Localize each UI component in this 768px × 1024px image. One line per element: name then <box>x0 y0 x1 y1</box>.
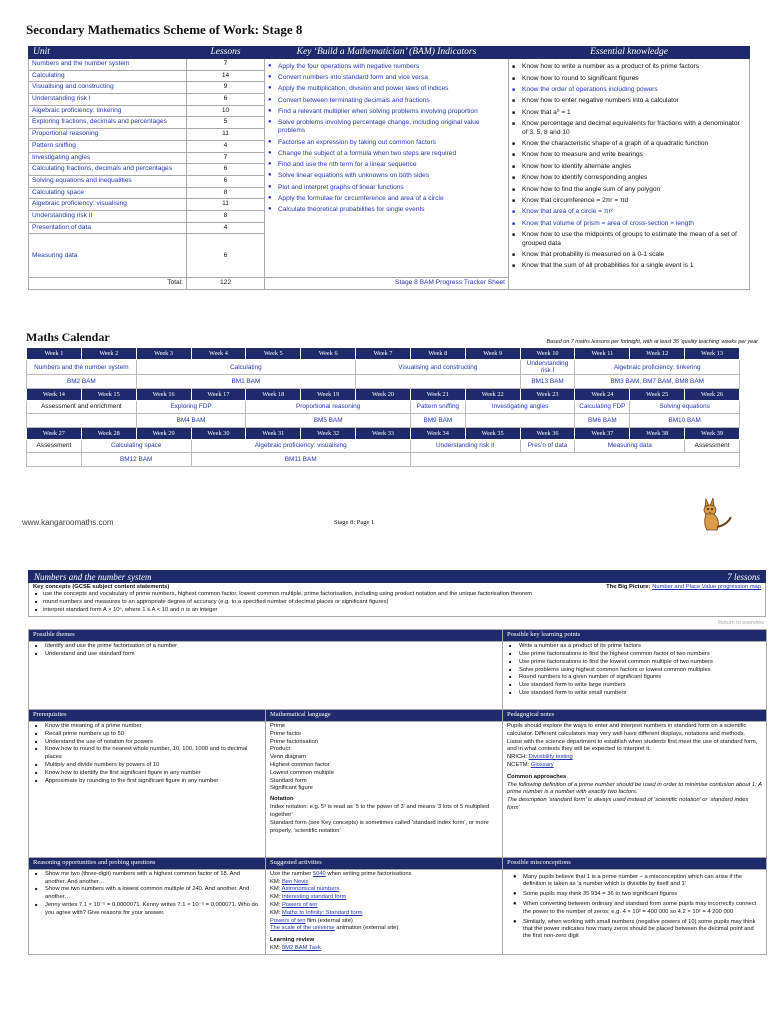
key-concept-item: ■ use the concepts and vocabulary of prime numbers, highest common factor, lowest common multiple, prime factorisation, including using product notation and the unique factorisation theorem <box>33 591 761 599</box>
klp-item: ■ Use prime factorisations to find the highest common factor of two numbers <box>507 651 762 659</box>
cal-unit[interactable]: Algebraic proficiency: visualising <box>191 439 410 453</box>
week-label: Week 17 <box>191 388 246 400</box>
cal-unit[interactable]: Exploring FDP <box>136 400 246 414</box>
bam-item: ● Find and use the nth term for a linear sequence <box>268 161 505 169</box>
footer-page-number: Stage 8: Page 1 <box>334 519 375 526</box>
essential-item: ■ Know how to identify corresponding angles <box>512 174 746 182</box>
prerequisites-header: Prerequisites <box>29 710 266 722</box>
misconception-item: ● When converting between ordinary and standard form some pupils may incorrectly connect the power to the number of zeros; e.g. 4 × 10² = 400 000 so 4.2 × 10² = 4 200 000 <box>513 901 762 915</box>
week-label: Week 22 <box>465 388 520 400</box>
cal-bam[interactable]: BM2 BAM <box>27 375 137 389</box>
learning-review-link[interactable]: 8M2 BAM Task <box>281 945 321 952</box>
common-approaches-header: Common approaches <box>507 773 567 780</box>
km-label: KM: <box>270 886 281 893</box>
unit-name[interactable]: Measuring data <box>29 234 187 278</box>
cal-bam[interactable]: BM11 BAM <box>191 453 410 467</box>
prerequisite-item: ■ Know the meaning of a prime number <box>33 723 261 731</box>
external-note: animation (external site) <box>334 925 399 932</box>
km-label: KM: <box>270 901 281 908</box>
week-label: Week 5 <box>246 348 301 360</box>
bam-indicators-cell <box>265 59 509 278</box>
cal-unit[interactable]: Numbers and the number system <box>27 360 137 375</box>
cal-unit[interactable]: Calculating <box>136 360 355 375</box>
themes-header: Possible themes <box>29 630 503 642</box>
unit-lessons: 5 <box>187 117 265 129</box>
prerequisite-item: ■ Know how to identify the first significant figure in any number <box>33 770 261 778</box>
unit-overview-table <box>28 46 750 290</box>
cal-bam-empty <box>356 375 521 389</box>
prerequisite-item: ■ Understand the use of notation for powers <box>33 739 261 747</box>
pedagogy-header: Pedagogical notes <box>503 710 767 722</box>
essential-item: ■ Know percentage and decimal equivalents for fractions with a denominator of 3, 5, 8 and 10 <box>512 120 746 136</box>
unit-lessons: 7 <box>187 152 265 164</box>
suggested-cell <box>266 869 503 954</box>
nrich-link[interactable]: Divisibility testing <box>528 754 573 761</box>
week-label: Week 30 <box>191 427 246 439</box>
unit-lessons: 8 <box>187 210 265 222</box>
week-label: Week 1 <box>27 348 82 360</box>
ncetm-link[interactable]: Glossary <box>530 762 554 769</box>
notation-text-2: Standard form (see Key concepts) is sometimes called ‘standard index form’, or more properly, ‘scientific notation’ <box>270 819 489 834</box>
bam-list <box>268 63 505 214</box>
bam-item: ● Apply the multiplication, division and power laws of indices <box>268 85 505 93</box>
language-cell <box>266 721 503 857</box>
bam-item: ● Change the subject of a formula when two steps are required <box>268 150 505 158</box>
key-concepts-sub: (GCSE subject content statements) <box>72 584 170 590</box>
unit-lessons: 6 <box>187 164 265 176</box>
unit-lessons: 6 <box>187 94 265 106</box>
ncetm-label: NCETM: <box>507 762 530 769</box>
unit-lessons: 6 <box>187 175 265 187</box>
number-link[interactable]: 5040 <box>312 870 326 877</box>
notation-text: Index notation: e.g. 5³ is read as ‘5 to the power of 3’ and means ‘3 lots of 5 multiplied together’ <box>270 804 490 818</box>
cal-bam[interactable]: BM3 BAM, BM7 BAM, BM8 BAM <box>575 375 740 389</box>
cal-unit[interactable]: Understanding risk II <box>410 439 520 453</box>
cal-unit[interactable]: Measuring data <box>575 439 685 453</box>
unit-title: Numbers and the number system <box>34 571 152 582</box>
cal-unit[interactable]: Pattern sniffing <box>410 400 465 414</box>
unit-name[interactable]: Pattern sniffing <box>29 140 187 152</box>
essential-item: ■ Know that probability is measured on a 0-1 scale <box>512 251 746 259</box>
essential-knowledge-header: Essential knowledge <box>509 47 750 59</box>
bam-item: ● Find a relevant multiplier when solving problems involving proportion <box>268 108 505 116</box>
language-term: Standard form <box>270 777 307 784</box>
bam-item: ● Convert numbers into standard form and vice versa <box>268 74 505 82</box>
unit-lessons: 7 <box>187 59 265 71</box>
unit-header: Unit <box>29 47 187 59</box>
cal-bam-empty <box>27 453 82 467</box>
week-label: Week 21 <box>410 388 465 400</box>
prerequisite-item: ■ Recall prime numbers up to 50 <box>33 731 261 739</box>
unit-name[interactable]: Proportional reasoning <box>29 129 187 141</box>
misconception-item: ● Some pupils may think 35 934 = 36 to two significant figures <box>513 891 762 898</box>
essential-item: ■ Know that the sum of all probabilities for a single event is 1 <box>512 262 746 270</box>
week-label: Week 18 <box>246 388 301 400</box>
klp-item: ■ Use prime factorisations to find the lowest common multiple of two numbers <box>507 659 762 667</box>
essential-item: ■ Know how to identify alternate angles <box>512 163 746 171</box>
essential-item: ■ Know how to round to significant figures <box>512 75 746 83</box>
bam-item: ● Apply the four operations with negative numbers <box>268 63 505 71</box>
page-title: Secondary Mathematics Scheme of Work: Stage 8 <box>26 22 303 37</box>
cal-unit[interactable]: Pres’n of data <box>520 439 575 453</box>
week-label: Week 39 <box>685 427 740 439</box>
common-approaches-text: The following definition of a prime number should be used in order to minimise confusion about 1: A prime number is a number with exactly two factors. <box>507 781 762 796</box>
external-link[interactable]: The scale of the universe <box>270 925 335 932</box>
klp-item: ■ Round numbers to a given number of significant figures <box>507 674 762 682</box>
unit-name[interactable]: Visualising and constructing <box>29 82 187 94</box>
klp-item: ■ Use standard form to write small numbers <box>507 690 762 698</box>
km-link[interactable]: Interesting standard form <box>281 894 347 901</box>
prerequisite-item: ■ Multiply and divide numbers by powers of 10 <box>33 762 261 770</box>
cal-bam-empty <box>27 414 137 428</box>
theme-item: ■ Identify and use the prime factorisation of a number <box>33 643 502 651</box>
language-term: Product <box>270 746 290 753</box>
unit-name[interactable]: Calculating space <box>29 187 187 199</box>
unit-lessons: 6 <box>187 234 265 278</box>
prerequisite-item: ■ Approximate by rounding to the first significant figure in any number <box>33 778 261 786</box>
cal-unit: Assessment <box>685 439 740 453</box>
essential-item: ■ Know that area of a circle = πr² <box>512 208 746 216</box>
prerequisites-cell <box>29 721 266 857</box>
key-concept-item: ■ interpret standard form A × 10ⁿ, where 1 ≤ A < 10 and n is an integer <box>33 607 761 615</box>
unit-lessons: 8 <box>187 187 265 199</box>
sugg-text-2: when writing prime factorisations <box>325 870 412 877</box>
key-concepts-list <box>33 591 761 614</box>
cal-bam[interactable]: BM4 BAM <box>136 414 246 428</box>
themes-cell <box>29 642 503 710</box>
unit-lessons: 11 <box>187 129 265 141</box>
cal-unit[interactable]: Calculating space <box>81 439 191 453</box>
calendar-title: Maths Calendar <box>26 330 110 344</box>
language-term: Lowest common multiple <box>270 769 334 776</box>
unit-lessons: 4 <box>187 222 265 234</box>
cal-bam[interactable]: BM6 BAM <box>575 414 630 428</box>
cal-bam[interactable]: BM12 BAM <box>81 453 191 467</box>
cal-unit[interactable]: Visualising and constructing <box>356 360 521 375</box>
misconceptions-cell <box>503 869 767 954</box>
bam-item: ● Solve linear equations with unknowns on both sides <box>268 172 505 180</box>
unit-lessons: 14 <box>187 70 265 82</box>
cal-bam[interactable]: BM5 BAM <box>246 414 411 428</box>
week-label: Week 19 <box>301 388 356 400</box>
common-approaches-text-2: The description ‘standard form’ is always used instead of ‘scientific notation’ or ‘standard index form’ <box>507 797 749 812</box>
klp-header: Possible key learning points <box>503 630 767 642</box>
week-label: Week 25 <box>630 388 685 400</box>
total-value: 122 <box>187 278 265 290</box>
cal-bam-empty <box>410 453 739 467</box>
prerequisite-item: ■ Know how to round to the nearest whole number, 10, 100, 1000 and to decimal places <box>33 746 261 762</box>
theme-item: ■ Understand and use standard form <box>33 651 502 659</box>
week-label: Week 8 <box>410 348 465 360</box>
cal-bam[interactable]: BM13 BAM <box>520 375 575 389</box>
essential-list <box>512 63 746 270</box>
essential-knowledge-cell <box>509 59 750 290</box>
pedagogy-text: Pupils should explore the ways to enter and interpret numbers in standard form on a scientific calculator. Different calculators may very well have different displays, notations and methods. <box>507 722 747 737</box>
notation-header: Notation <box>270 796 294 803</box>
week-label: Week 36 <box>520 427 575 439</box>
key-concepts-label: Key concepts <box>33 584 71 590</box>
big-picture-label: The Big Picture: <box>606 584 651 590</box>
misconception-item: ● Many pupils believe that 1 is a prime number – a misconception which can arise if the definition is taken as ‘a number which is divisible by itself and 1’ <box>513 874 762 888</box>
unit-name[interactable]: Algebraic proficiency: visualising <box>29 199 187 211</box>
bam-header: Key ‘Build a Mathematician’ (BAM) Indicators <box>265 47 509 59</box>
suggested-header: Suggested activities <box>266 857 503 869</box>
misconception-item: ● Similarly, when working with small numbers (negative powers of 10) some pupils may think that the power indicates how many zeros should be placed between the decimal point and the first non-zero digit <box>513 919 762 941</box>
week-label: Week 31 <box>246 427 301 439</box>
week-label: Week 15 <box>81 388 136 400</box>
reasoning-item: ■ Jenny writes 7.1 × 10⁻⁵ = 0.0000071. Kenny writes 7.1 × 10⁻⁵ = 0.000071. Who do you agree with? Give reasons for your answer. <box>33 902 261 918</box>
week-label: Week 23 <box>520 388 575 400</box>
cal-unit[interactable]: Algebraic proficiency: tinkering <box>575 360 740 375</box>
bam-item: ● Solve problems involving percentage change, including original value problems <box>268 119 505 135</box>
cal-unit: Assessment and enrichment <box>27 400 137 414</box>
external-link[interactable]: Powers of ten <box>270 917 306 924</box>
language-term: Highest common factor <box>270 762 330 769</box>
week-label: Week 16 <box>136 388 191 400</box>
external-note: film (external site) <box>305 917 353 924</box>
pedagogy-cell <box>503 721 767 857</box>
unit-detail-grid <box>28 629 767 954</box>
essential-item: ■ Know how to enter negative numbers into a calculator <box>512 97 746 105</box>
essential-item: ■ Know the order of operations including powers <box>512 86 746 94</box>
week-label: Week 10 <box>520 348 575 360</box>
week-label: Week 29 <box>136 427 191 439</box>
essential-item: ■ Know how to find the angle sum of any polygon <box>512 186 746 194</box>
essential-item: ■ Know that volume of prism = area of cross-section × length <box>512 220 746 228</box>
unit-lessons: 7 lessons <box>727 571 760 582</box>
cal-bam[interactable]: BM10 BAM <box>630 414 740 428</box>
unit-lessons: 11 <box>187 199 265 211</box>
km-link[interactable]: Astronomical numbers <box>281 886 340 893</box>
km-label: KM: <box>270 909 282 916</box>
essential-item: ■ Know how to use the midpoints of groups to estimate the mean of a set of grouped data <box>512 231 746 247</box>
cal-bam-empty <box>465 414 575 428</box>
total-label: Total: <box>29 278 187 290</box>
unit-name[interactable]: Calculating <box>29 70 187 82</box>
nrich-label: NRICH: <box>507 754 527 761</box>
language-term: Venn diagram <box>270 754 306 761</box>
km-link[interactable]: Maths to Infinity: Standard form <box>281 909 363 916</box>
language-header: Mathematical language <box>266 710 503 722</box>
reasoning-item: ■ Show me two (three-digit) numbers with a highest common factor of 18. And another. And another… <box>33 871 261 887</box>
cal-unit: Assessment <box>27 439 82 453</box>
big-picture-link[interactable]: Number and Place Value progression map <box>652 584 761 590</box>
calendar-note: Based on 7 maths lessons per fortnight, with at least 35 ‘quality teaching’ weeks per year <box>546 339 758 345</box>
week-label: Week 4 <box>191 348 246 360</box>
unit-name[interactable]: Exploring fractions, decimals and percentages <box>29 117 187 129</box>
unit-name[interactable]: Investigating angles <box>29 152 187 164</box>
reasoning-header: Reasoning opportunities and probing questions <box>29 857 266 869</box>
cal-unit[interactable]: Calculating FDP <box>575 400 630 414</box>
cal-unit[interactable]: Proportional reasoning <box>246 400 411 414</box>
week-label: Week 27 <box>27 427 82 439</box>
reasoning-item: ■ Show me two numbers with a lowest common multiple of 240. And another. And another… <box>33 886 261 902</box>
week-label: Week 38 <box>630 427 685 439</box>
km-label: KM: <box>270 878 281 885</box>
week-label: Week 9 <box>465 348 520 360</box>
week-label: Week 2 <box>81 348 136 360</box>
unit-lessons: 10 <box>187 105 265 117</box>
sugg-text: Use the number <box>270 870 313 877</box>
language-term: Significant figure <box>270 785 313 792</box>
key-concepts <box>28 583 766 617</box>
lessons-header: Lessons <box>187 47 265 59</box>
language-term: Prime factorisation <box>270 738 319 745</box>
unit-row <box>29 59 750 71</box>
essential-item: ■ Know that circumference = 2πr = πd <box>512 197 746 205</box>
unit-name[interactable]: Understanding risk I <box>29 94 187 106</box>
cal-unit[interactable]: Solving equations <box>630 400 740 414</box>
week-label: Week 33 <box>356 427 411 439</box>
km-label: KM: <box>270 894 281 901</box>
week-label: Week 3 <box>136 348 191 360</box>
klp-item: ■ Use standard form to write large numbers <box>507 682 762 690</box>
klp-item: ■ Write a number as a product of its prime factors <box>507 643 762 651</box>
language-term: Prime <box>270 722 286 729</box>
bam-item: ● Apply the formulae for circumference and area of a circle <box>268 195 505 203</box>
pedagogy-text-2: Liaise with the science department to establish when students first meet the use of standard form, and in what contexts they will be expected to interpret it. <box>507 738 758 753</box>
essential-item: ■ Know how to measure and write bearings <box>512 151 746 159</box>
week-label: Week 20 <box>356 388 411 400</box>
week-label: Week 34 <box>410 427 465 439</box>
unit-name[interactable]: Algebraic proficiency: tinkering <box>29 105 187 117</box>
klp-cell <box>503 642 767 710</box>
week-label: Week 28 <box>81 427 136 439</box>
unit-name[interactable]: Calculating fractions, decimals and percentages <box>29 164 187 176</box>
km-link[interactable]: Ben Nevis <box>281 878 309 885</box>
weeks-row-2 <box>27 388 740 400</box>
week-label: Week 37 <box>575 427 630 439</box>
week-label: Week 35 <box>465 427 520 439</box>
bam-item: ● Factorise an expression by taking out common factors <box>268 139 505 147</box>
misconceptions-header: Possible misconceptions <box>503 857 767 869</box>
week-label: Week 14 <box>27 388 82 400</box>
bam-item: ● Convert between terminating decimals and fractions <box>268 97 505 105</box>
key-concept-item: ■ round numbers and measures to an appropriate degree of accuracy (e.g. to a specified number of decimal places or significant figures) <box>33 599 761 607</box>
essential-item: ■ Know how to write a number as a product of its prime factors <box>512 63 746 71</box>
weeks-row-1 <box>27 348 740 360</box>
cal-unit[interactable]: Investigating angles <box>465 400 575 414</box>
week-label: Week 11 <box>575 348 630 360</box>
week-label: Week 12 <box>630 348 685 360</box>
unit-name[interactable]: Presentation of data <box>29 222 187 234</box>
return-to-overview-link[interactable]: Return to overview <box>718 620 764 627</box>
unit-lessons: 4 <box>187 140 265 152</box>
km-link[interactable]: Powers of ten <box>281 901 318 908</box>
weeks-row-3 <box>27 427 740 439</box>
week-label: Week 6 <box>301 348 356 360</box>
week-label: Week 24 <box>575 388 630 400</box>
footer-url[interactable]: www.kangaroomaths.com <box>22 518 114 527</box>
bam-item: ● Calculate theoretical probabilities for single events <box>268 206 505 214</box>
week-label: Week 32 <box>301 427 356 439</box>
learning-review-header: Learning review <box>270 937 315 944</box>
unit-name[interactable]: Understanding risk II <box>29 210 187 222</box>
unit-name[interactable]: Numbers and the number system <box>29 59 187 71</box>
bam-tracker-link[interactable]: Stage 8 BAM Progress Tracker Sheet <box>265 278 509 290</box>
reasoning-cell <box>29 869 266 954</box>
km-label: KM: <box>270 945 281 952</box>
cal-unit[interactable]: Understanding risk I <box>520 360 575 375</box>
unit-section <box>28 570 766 955</box>
week-label: Week 26 <box>685 388 740 400</box>
week-label: Week 13 <box>685 348 740 360</box>
unit-lessons: 9 <box>187 82 265 94</box>
cal-bam[interactable]: BM1 BAM <box>136 375 355 389</box>
maths-calendar <box>26 347 740 467</box>
unit-name[interactable]: Solving equations and inequalities <box>29 175 187 187</box>
kangaroo-logo-icon <box>693 495 733 533</box>
language-term: Prime factor <box>270 730 302 737</box>
essential-item: ■ Know that a⁰ = 1 <box>512 109 746 117</box>
klp-item: ■ Solve problems using highest common factors or lowest common multiples <box>507 667 762 675</box>
essential-item: ■ Know the characteristic shape of a graph of a quadratic function <box>512 140 746 148</box>
week-label: Week 7 <box>356 348 411 360</box>
bam-item: ● Plot and interpret graphs of linear functions <box>268 184 505 192</box>
cal-bam[interactable]: BM9 BAM <box>410 414 465 428</box>
